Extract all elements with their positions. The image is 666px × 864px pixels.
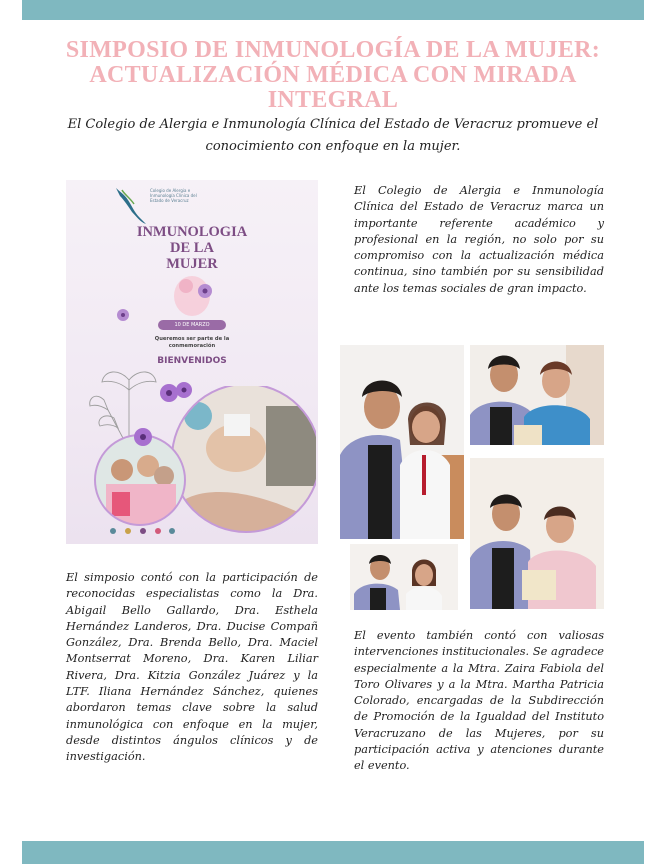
poster-logo-text: Colegio de Alergia e Inmunología Clínica del Estado de Veracruz (150, 188, 197, 203)
poster-title (66, 224, 318, 272)
purple-flower-icon (174, 380, 194, 400)
event-photo-two-women (340, 345, 464, 539)
purple-flower-icon (132, 426, 154, 448)
woman-silhouette-icon (160, 272, 224, 318)
event-poster (66, 180, 318, 544)
poster-title-line: DE LA (170, 240, 214, 256)
veracruz-map-logo-icon (114, 186, 148, 226)
poster-date: 10 DE MARZO (158, 320, 226, 330)
poster-welcome: BIENVENIDOS (157, 356, 227, 366)
poster-title-line: INMUNOLOGIA (136, 224, 248, 240)
paragraph-institutions: El evento también contó con valiosas intervenciones institucionales. Se agradece especialmente a la Mtra. Zaira Fabiola del Toro Olivares y a la Mtra. Martha Patricia Colorado, encargadas de la Subdirección de Promoción de la Igualdad del Instituto Veracruzano de las Mujeres, por su participación activa y atenciones durante el evento. (354, 629, 604, 773)
poster-tagline: Queremos ser parte de la conmemoración (154, 336, 230, 349)
paragraph-speakers: El simposio contó con la participación de reconocidas especialistas como la Dra. Abigail Bello Gallardo, Dra. Esthela Hernández Landeros, Dra. Ducise Compañ González, Dra. Brenda Bello, Dra. Maciel Montserrat Moreno, Dra. Karen Liliar Rivera, Dra. Kitzia González Juárez y la LTF. Iliana Hernández Sánchez, quienes abordaron temas clave sobre la salud inmunológica con enfoque en la mujer, desde distintos ángulos clínicos y de investigación. (66, 571, 318, 764)
top-band (22, 0, 644, 20)
sponsor-logos (108, 526, 178, 536)
paragraph-intro: El Colegio de Alergia e Inmunología Clínica del Estado de Veracruz marca un importante referente académico y profesional en la región, no solo por su compromiso con la actualización médica continua, sino también por su sensibilidad ante los temas sociales de gran impacto. (354, 184, 604, 295)
poster-title-line: MUJER (166, 256, 218, 272)
article-title: SIMPOSIO DE INMUNOLOGÍA DE LA MUJER: ACTUALIZACIÓN MÉDICA CON MIRADA INTEGRAL (65, 37, 601, 113)
article-subtitle: El Colegio de Alergia e Inmunología Clínica del Estado de Veracruz promueve el conocimiento con enfoque en la mujer. (67, 117, 599, 154)
flower-icon (196, 282, 214, 300)
event-photo-small (350, 544, 458, 610)
bottom-band (22, 841, 644, 864)
flower-icon (116, 308, 130, 322)
event-photo-certificate (470, 458, 604, 609)
event-photo-award (470, 345, 604, 445)
